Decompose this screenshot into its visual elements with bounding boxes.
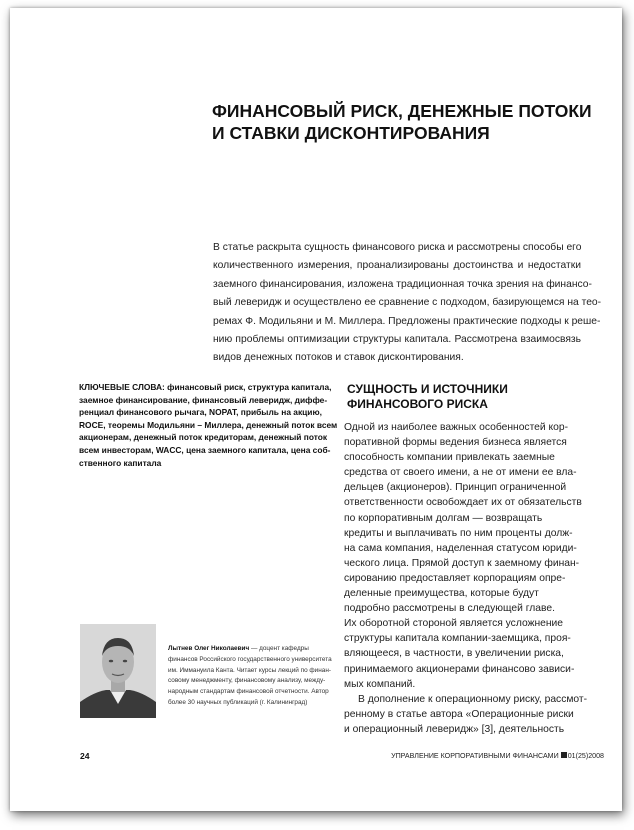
article-title-line: ФИНАНСОВЫЙ РИСК, ДЕНЕЖНЫЕ ПОТОКИ (212, 101, 592, 121)
section-heading (347, 382, 587, 411)
body-line: ответственности освобождает их от обязательств (344, 497, 582, 509)
author-name: Лытнев Олег Николаевич (168, 645, 250, 652)
keywords-line: заемное финансирование, финансовый леверидж, диффе- (79, 394, 328, 405)
abstract-line: вый леверидж и осуществлено ее сравнение с подходом, базирующемся на тео- (213, 297, 602, 309)
body-line: сированию предоставляет корпорациям опре- (344, 572, 566, 584)
journal-page (10, 8, 622, 811)
square-bullet-icon (561, 752, 567, 758)
abstract (213, 239, 602, 368)
abstract-line: количественного измерения, проанализированы достоинства и недостатки (213, 260, 581, 272)
keywords-line: ренциал финансового рычага, NOPAT, прибыль на акцию, (79, 407, 322, 418)
body-line: ренному в статье автора «Операционные риски (344, 708, 574, 720)
abstract-line: заемного финансирования, изложена традиционная точка зрения на финансо- (213, 278, 592, 290)
author-portrait-icon (80, 624, 156, 718)
author-line: им. Иммануила Канта. Читает курсы лекций по финан- (168, 666, 331, 674)
article-title-line: И СТАВКИ ДИСКОНТИРОВАНИЯ (212, 123, 490, 143)
journal-name: УПРАВЛЕНИЕ КОРПОРАТИВНЫМИ ФИНАНСАМИ (391, 752, 559, 760)
author-line: финансов Российского государственного университета (168, 655, 332, 663)
body-line: по корпоративным долгам — возвращать (344, 512, 543, 524)
body-line: вляющееся, в частности, в увеличении риска, (344, 648, 564, 660)
abstract-line: нию проблемы оптимизации структуры капитала. Рассмотрена взаимосвязь (213, 334, 581, 346)
section-heading-line: ФИНАНСОВОГО РИСКА (347, 396, 488, 411)
author-line: народным стандартам финансовой отчетности. Автор (168, 688, 329, 696)
body-line: поративной формы ведения бизнеса является (344, 437, 567, 449)
body-line: дельцев (акционеров). Принцип ограниченной (344, 482, 567, 494)
body-line: Одной из наиболее важных особенностей кор- (344, 422, 569, 433)
author-info (168, 644, 332, 709)
body-line: Их оборотной стороной является усложнение (344, 618, 564, 630)
body-line: на сама компания, наделенная статусом юриди- (344, 542, 577, 554)
body-line: ческого лица. Прямой доступ к заемному финан- (344, 557, 580, 569)
keywords (79, 381, 338, 469)
keywords-line: КЛЮЧЕВЫЕ СЛОВА: финансовый риск, структура капитала, (79, 382, 332, 392)
journal-footer (391, 752, 604, 760)
page-number: 24 (80, 751, 90, 761)
body-line: способность компании привлекать заемные (344, 452, 555, 464)
abstract-line: В статье раскрыта сущность финансового риска и рассмотрены способы его (213, 242, 582, 253)
body-line: В дополнение к операционному риску, рассмот- (358, 693, 588, 705)
keywords-line: акционерам, денежный поток кредиторам, денежный поток (79, 432, 328, 443)
author-line (168, 644, 328, 655)
body-line: принимаемого акционерами финансово зависи- (344, 663, 575, 675)
body-line: кредиты и выплачивать по ним проценты долж- (344, 527, 573, 539)
keywords-line: ROCE, теоремы Модильяни – Миллера, денежный поток всем (79, 419, 338, 430)
body-line: средства от своего имени, а не от имени ее вла- (344, 467, 577, 479)
journal-issue: 01(25)2008 (567, 752, 604, 760)
author-photo (80, 624, 156, 718)
body-line: деленные преимущества, которые будут (344, 588, 539, 600)
body-line: и операционный леверидж» [3], деятельность (344, 723, 565, 735)
author-line: более 30 научных публикаций (г. Калининград) (168, 698, 308, 706)
keywords-line: всем инвесторам, WACC, цена заемного капитала, цена соб- (79, 444, 331, 455)
body-line: структуры капитала компании-заемщика, проя- (344, 633, 571, 645)
body-line: мых компаний. (344, 678, 416, 690)
body-text (344, 420, 594, 737)
section-heading-line: СУЩНОСТЬ И ИСТОЧНИКИ (347, 382, 508, 396)
abstract-line: видов денежных потоков и ставок дисконтирования. (213, 352, 464, 364)
abstract-line: ремах Ф. Модильяни и М. Миллера. Предложены практические подходы к реше- (213, 315, 601, 327)
body-line: подробно рассмотрены в следующей главе. (344, 603, 555, 615)
author-role: — доцент кафедры (249, 645, 309, 652)
author-line: совому менеджменту, финансовому анализу, между- (168, 677, 326, 685)
article-title (212, 100, 592, 144)
keywords-line: ственного капитала (79, 457, 162, 468)
